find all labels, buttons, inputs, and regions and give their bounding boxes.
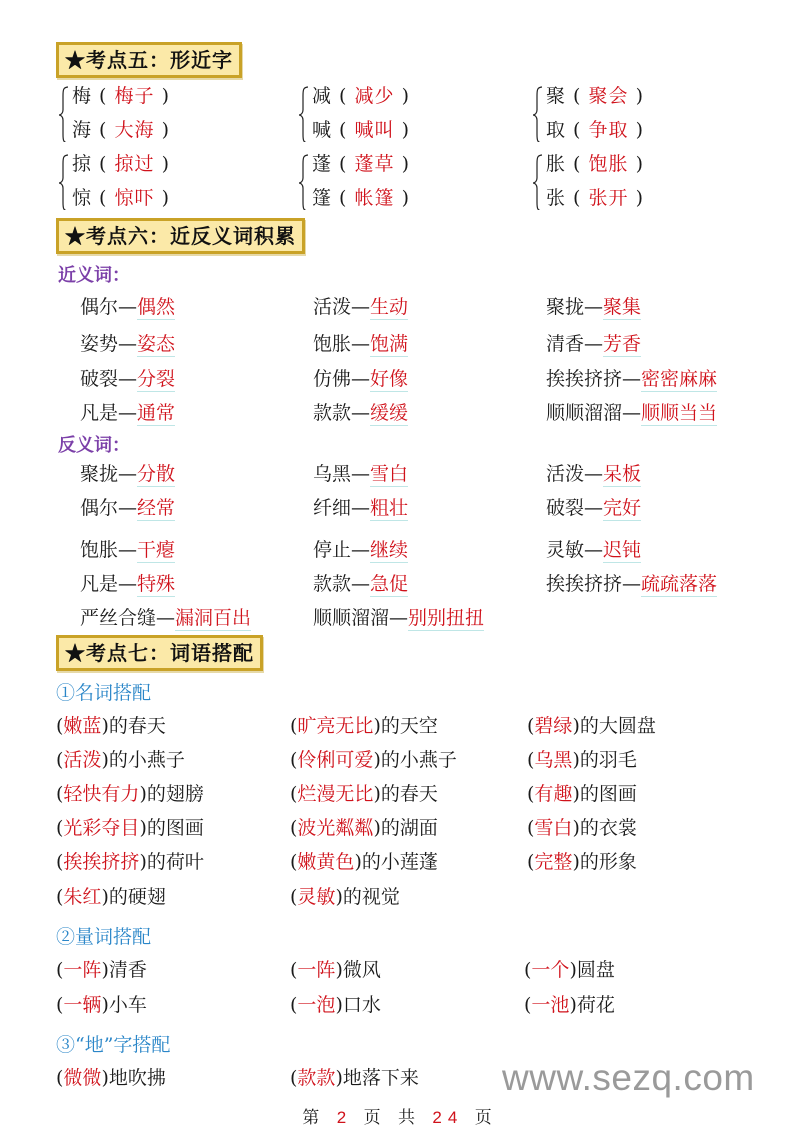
footer-suffix: 页 [474,1108,498,1128]
word-answer: 掠过 [114,153,155,175]
dash: — [118,573,138,595]
word: 破裂 [546,497,585,519]
word-pair [313,366,408,392]
collocation-item: (一阵)微风 [290,959,381,981]
dash: — [584,539,604,561]
collocation-item: (嫩黄色)的小莲蓬 [290,851,438,873]
word: 挨挨挤挤 [546,573,623,595]
char: 掠 [72,153,93,175]
section-header-5: ★考点五：形近字 [56,42,242,78]
dash: — [118,296,138,318]
word-answer: 饱满 [370,333,409,355]
char: 喊 [312,119,333,141]
collocation-fill: 朱红 [63,886,102,908]
collocation-fill: 轻快有力 [63,783,140,805]
dash: — [118,368,138,390]
word-pair [313,571,408,597]
word: 聚拢 [546,296,585,318]
word-pair [80,331,175,357]
collocation-item: (伶俐可爱)的小燕子 [290,749,457,771]
word-answer: 分散 [137,463,176,485]
word: 款款 [313,402,352,424]
collocation-fill: 一辆 [63,994,102,1016]
word-pair [80,400,175,426]
collocation-item: (光彩夺目)的图画 [56,817,204,839]
word-answer: 完好 [603,497,642,519]
word-answer: 继续 [370,539,409,561]
collocation-fill: 灵敏 [297,886,336,908]
collocation-item: (款款)地落下来 [290,1067,419,1089]
collocation-item: (波光粼粼)的湖面 [290,817,438,839]
word-pair [313,605,484,631]
collocation-rest: 的羽毛 [579,749,637,771]
word-answer: 减少 [354,85,395,107]
word: 饱胀 [80,539,119,561]
collocation-rest: 的小莲蓬 [361,851,438,873]
dash: — [351,497,371,519]
collocation-rest: 小车 [108,994,147,1016]
word: 乌黑 [313,463,352,485]
word: 停止 [313,539,352,561]
word-pair [313,331,408,357]
collocation-rest: 的图画 [579,783,637,805]
dash: — [622,402,642,424]
collocation-fill: 旷亮无比 [297,715,374,737]
collocation-rest: 的硬翅 [108,886,166,908]
collocation-fill: 有趣 [534,783,573,805]
collocation-item: (微微)地吹拂 [56,1067,166,1089]
brace-icon [58,86,68,142]
collocation-rest: 的小燕子 [108,749,185,771]
char: 篷 [312,187,333,209]
word-answer: 雪白 [370,463,409,485]
similar-char-line: 喊 ( 喊叫 ) [312,119,410,141]
total-pages: 24 [432,1108,464,1127]
similar-char-line: 张 ( 张开 ) [546,187,644,209]
collocation-rest: 荷花 [576,994,615,1016]
word-answer: 密密麻麻 [641,368,718,390]
collocation-item: (雪白)的衣裳 [527,817,637,839]
word-pair [546,294,641,320]
word-answer: 喊叫 [354,119,395,141]
word-answer: 帐篷 [354,187,395,209]
collocation-rest: 的翅膀 [146,783,204,805]
word-answer: 聚集 [603,296,642,318]
word: 活泼 [546,463,585,485]
similar-char-line: 掠 ( 掠过 ) [72,153,170,175]
dash: — [118,463,138,485]
word-answer: 生动 [370,296,409,318]
word: 挨挨挤挤 [546,368,623,390]
word: 纤细 [313,497,352,519]
collocation-item: (一辆)小车 [56,994,147,1016]
word-answer: 经常 [137,497,176,519]
word-answer: 大海 [114,119,155,141]
brace-icon [298,154,308,210]
word-pair [80,495,175,521]
word-pair [80,366,175,392]
similar-char-line: 篷 ( 帐篷 ) [312,187,410,209]
collocation-rest: 的天空 [380,715,438,737]
word: 顺顺溜溜 [546,402,623,424]
collocation-rest: 清香 [108,959,147,981]
word-answer: 蓬草 [354,153,395,175]
word-answer: 缓缓 [370,402,409,424]
word-answer: 惊吓 [114,187,155,209]
collocation-rest: 的图画 [146,817,204,839]
word-answer: 迟钝 [603,539,642,561]
page-footer [0,1103,800,1128]
collocation-rest: 的视觉 [342,886,400,908]
word: 款款 [313,573,352,595]
word-pair [80,537,175,563]
collocation-rest: 地吹拂 [108,1067,166,1089]
word-pair [313,537,408,563]
dash: — [622,573,642,595]
collocation-fill: 完整 [534,851,573,873]
collocation-item: (活泼)的小燕子 [56,749,185,771]
collocation-item: (旷亮无比)的天空 [290,715,438,737]
word-answer: 粗壮 [370,497,409,519]
similar-char-line: 海 ( 大海 ) [72,119,170,141]
dash: — [118,402,138,424]
word: 聚拢 [80,463,119,485]
collocation-rest: 的春天 [108,715,166,737]
dash: — [118,333,138,355]
noun-collocation-label: ①名词搭配 [56,682,152,704]
char: 惊 [72,187,93,209]
word: 活泼 [313,296,352,318]
word-pair [546,495,641,521]
word-answer: 分裂 [137,368,176,390]
similar-char-line: 取 ( 争取 ) [546,119,644,141]
word-answer: 急促 [370,573,409,595]
char: 取 [546,119,567,141]
collocation-fill: 一泡 [297,994,336,1016]
footer-prefix: 第 [302,1108,326,1128]
collocation-item: (一泡)口水 [290,994,381,1016]
similar-char-line: 减 ( 减少 ) [312,85,410,107]
word: 凡是 [80,402,119,424]
brace-icon [532,86,542,142]
char: 减 [312,85,333,107]
dash: — [351,539,371,561]
collocation-item: (朱红)的硬翅 [56,886,166,908]
dash: — [118,497,138,519]
word: 姿势 [80,333,119,355]
dash: — [584,497,604,519]
word-answer: 聚会 [588,85,629,107]
dash: — [389,607,409,629]
char: 胀 [546,153,567,175]
collocation-item: (嫩蓝)的春天 [56,715,166,737]
dash: — [351,333,371,355]
word: 顺顺溜溜 [313,607,390,629]
collocation-fill: 嫩蓝 [63,715,102,737]
word: 凡是 [80,573,119,595]
collocation-rest: 的荷叶 [146,851,204,873]
word-answer: 张开 [588,187,629,209]
collocation-fill: 乌黑 [534,749,573,771]
current-page: 2 [336,1108,353,1127]
collocation-rest: 的大圆盘 [579,715,656,737]
word-pair [313,495,408,521]
word: 破裂 [80,368,119,390]
collocation-fill: 碧绿 [534,715,573,737]
collocation-rest: 的湖面 [380,817,438,839]
antonyms-label: 反义词： [58,435,130,456]
collocation-fill: 嫩黄色 [297,851,355,873]
word-answer: 梅子 [114,85,155,107]
collocation-rest: 的春天 [380,783,438,805]
word-pair [80,605,251,631]
collocation-fill: 微微 [63,1067,102,1089]
word-pair [546,331,641,357]
collocation-item: (烂漫无比)的春天 [290,783,438,805]
similar-char-line: 梅 ( 梅子 ) [72,85,170,107]
word-pair [546,571,717,597]
word-answer: 芳香 [603,333,642,355]
char: 梅 [72,85,93,107]
collocation-fill: 波光粼粼 [297,817,374,839]
collocation-fill: 雪白 [534,817,573,839]
collocation-item: (挨挨挤挤)的荷叶 [56,851,204,873]
char: 张 [546,187,567,209]
char: 海 [72,119,93,141]
similar-char-line: 聚 ( 聚会 ) [546,85,644,107]
footer-mid: 页 共 [363,1108,421,1128]
collocation-fill: 光彩夺目 [63,817,140,839]
word-answer: 特殊 [137,573,176,595]
collocation-rest: 圆盘 [576,959,615,981]
word-pair [546,366,717,392]
brace-icon [532,154,542,210]
collocation-item: (一池)荷花 [524,994,615,1016]
word-pair [546,537,641,563]
word-answer: 好像 [370,368,409,390]
word-pair [80,571,175,597]
collocation-rest: 的小燕子 [380,749,457,771]
word: 仿佛 [313,368,352,390]
collocation-fill: 一阵 [63,959,102,981]
collocation-fill: 伶俐可爱 [297,749,374,771]
word-pair [546,461,641,487]
dash: — [156,607,176,629]
dash: — [584,333,604,355]
watermark: www.sezq.com [502,1057,755,1098]
collocation-fill: 款款 [297,1067,336,1089]
collocation-fill: 活泼 [63,749,102,771]
de-collocation-label: ③“地”字搭配 [56,1034,171,1056]
collocation-item: (灵敏)的视觉 [290,886,400,908]
word-pair [313,294,408,320]
section-header-7: ★考点七：词语搭配 [56,635,263,671]
collocation-rest: 口水 [342,994,381,1016]
word-answer: 漏洞百出 [175,607,252,629]
dash: — [351,573,371,595]
collocation-item: (有趣)的图画 [527,783,637,805]
word-answer: 干瘪 [137,539,176,561]
dash: — [351,296,371,318]
word-pair [80,461,175,487]
collocation-rest: 的形象 [579,851,637,873]
brace-icon [58,154,68,210]
collocation-fill: 一池 [531,994,570,1016]
word: 偶尔 [80,497,119,519]
brace-icon [298,86,308,142]
synonyms-label: 近义词： [58,265,130,286]
collocation-fill: 一阵 [297,959,336,981]
word-pair [313,461,408,487]
similar-char-line: 惊 ( 惊吓 ) [72,187,170,209]
word-answer: 姿态 [137,333,176,355]
word-answer: 饱胀 [588,153,629,175]
measure-collocation-label: ②量词搭配 [56,926,152,948]
collocation-rest: 的衣裳 [579,817,637,839]
dash: — [351,368,371,390]
char: 蓬 [312,153,333,175]
word: 灵敏 [546,539,585,561]
char: 聚 [546,85,567,107]
collocation-fill: 烂漫无比 [297,783,374,805]
dash: — [351,402,371,424]
similar-char-line: 蓬 ( 蓬草 ) [312,153,410,175]
dash: — [584,296,604,318]
collocation-item: (一个)圆盘 [524,959,615,981]
word-pair [546,400,717,426]
word: 严丝合缝 [80,607,157,629]
word-answer: 偶然 [137,296,176,318]
word-answer: 顺顺当当 [641,402,718,424]
word: 饱胀 [313,333,352,355]
similar-char-line: 胀 ( 饱胀 ) [546,153,644,175]
collocation-fill: 挨挨挤挤 [63,851,140,873]
word-pair [313,400,408,426]
word-pair [80,294,175,320]
word-answer: 通常 [137,402,176,424]
word-answer: 疏疏落落 [641,573,718,595]
collocation-rest: 微风 [342,959,381,981]
collocation-rest: 地落下来 [342,1067,419,1089]
dash: — [622,368,642,390]
collocation-item: (完整)的形象 [527,851,637,873]
collocation-item: (轻快有力)的翅膀 [56,783,204,805]
word-answer: 争取 [588,119,629,141]
dash: — [118,539,138,561]
word-answer: 别别扭扭 [408,607,485,629]
word: 清香 [546,333,585,355]
collocation-fill: 一个 [531,959,570,981]
collocation-item: (碧绿)的大圆盘 [527,715,656,737]
word-answer: 呆板 [603,463,642,485]
section-header-6: ★考点六：近反义词积累 [56,218,305,254]
collocation-item: (一阵)清香 [56,959,147,981]
collocation-item: (乌黑)的羽毛 [527,749,637,771]
word: 偶尔 [80,296,119,318]
dash: — [584,463,604,485]
dash: — [351,463,371,485]
